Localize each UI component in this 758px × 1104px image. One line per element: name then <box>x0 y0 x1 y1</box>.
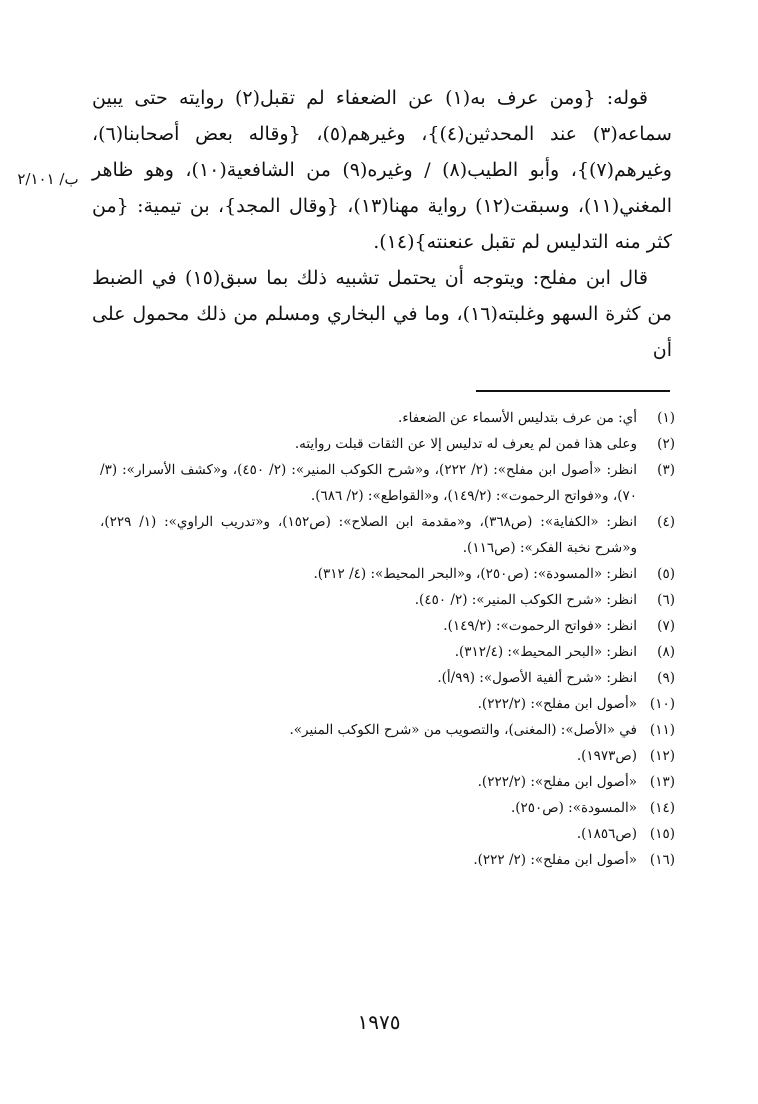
footnote-number: (١٣) <box>649 774 675 790</box>
footnote <box>100 431 675 457</box>
footnote-number: (١٢) <box>649 748 675 764</box>
footnote-number: (١٦) <box>649 852 675 868</box>
footnote-number: (٧) <box>657 618 675 634</box>
footnote <box>100 665 675 691</box>
footnote <box>100 691 675 717</box>
manuscript-folio-marker: ب/ ٢/١٠١ <box>17 170 79 188</box>
footnote-number: (١٥) <box>649 826 675 842</box>
footnote-text: انظر: «أصول ابن مفلح»: (٢/ ٢٢٢)، و«شرح الكوكب المنير»: (٢/ ٤٥٠)، و«كشف الأسرار»: (٣/ ٧٠)، و«فواتح الرحموت»: (١٤٩/٢)، و«القواطع»: (٢/ ٦٨٦). <box>100 462 638 504</box>
footnote-text: انظر: «شرح الكوكب المنير»: (٢/ ٤٥٠). <box>414 592 637 608</box>
footnote <box>100 405 675 431</box>
footnote-separator <box>476 390 670 392</box>
footnote <box>100 795 675 821</box>
footnote <box>100 821 675 847</box>
footnote-text: «أصول ابن مفلح»: (٢٢٢/٢). <box>477 774 637 790</box>
footnote-text: انظر: «شرح ألفية الأصول»: (٩٩/أ). <box>437 670 637 686</box>
footnote <box>100 587 675 613</box>
footnote-number: (٤) <box>657 514 675 530</box>
footnote-number: (٩) <box>657 670 675 686</box>
footnotes-list <box>100 405 675 873</box>
footnote-text: في «الأصل»: (المغنى)، والتصويب من «شرح الكوكب المنير». <box>289 722 637 738</box>
footnote-text: (ص١٨٥٦). <box>576 826 637 842</box>
footnote-number: (١١) <box>649 722 675 738</box>
footnote-text: وعلى هذا فمن لم يعرف له تدليس إلا عن الثقات قبلت روايته. <box>294 436 637 452</box>
footnote-text: انظر: «الكفاية»: (ص٣٦٨)، و«مقدمة ابن الصلاح»: (ص١٥٢)، و«تدريب الراوي»: (١/ ٢٢٩)، و«شرح نخبة الفكر»: (ص١١٦). <box>100 514 637 556</box>
footnote-number: (٦) <box>657 592 675 608</box>
footnote-text: انظر: «البحر المحيط»: (٣١٢/٤). <box>454 644 637 660</box>
footnote <box>100 561 675 587</box>
footnote-text: انظر: «المسودة»: (ص٢٥٠)، و«البحر المحيط»: (٤/ ٣١٢). <box>313 566 637 582</box>
page-number: ١٩٧٥ <box>357 1010 401 1034</box>
footnote <box>100 509 675 561</box>
main-paragraph-2: قال ابن مفلح: ويتوجه أن يحتمل تشبيه ذلك بما سبق(١٥) في الضبط من كثرة السهو وغلبته(١٦)، وما في البخاري ومسلم من ذلك محمول على أن <box>92 267 672 361</box>
footnote <box>100 847 675 873</box>
footnote-number: (١٤) <box>649 800 675 816</box>
main-text <box>92 80 672 368</box>
footnote-number: (٣) <box>657 462 675 478</box>
footnote <box>100 743 675 769</box>
footnote-number: (١٠) <box>649 696 675 712</box>
footnote <box>100 717 675 743</box>
footnote-number: (٨) <box>657 644 675 660</box>
main-paragraph-1: قوله: {ومن عرف به(١) عن الضعفاء لم تقبل(٢) روايته حتى يبين سماعه(٣) عند المحدثين(٤)}، وغيرهم(٥)، {وقاله بعض أصحابنا(٦)، وغيرهم(٧)}، وأبو الطيب(٨) / وغيره(٩) من الشافعية(١٠)، وهو ظاهر المغني(١١)، وسبقت(١٢) رواية مهنا(١٣)، {وقال المجد}، بن تيمية: {من كثر منه التدليس لم تقبل عنعنته}(١٤). <box>92 87 673 253</box>
footnote-text: (ص١٩٧٣). <box>576 748 637 764</box>
footnote <box>100 769 675 795</box>
footnote <box>100 457 675 509</box>
footnote-text: أي: من عرف بتدليس الأسماء عن الضعفاء. <box>398 410 637 426</box>
footnote <box>100 613 675 639</box>
footnote-text: «المسودة»: (ص٢٥٠). <box>510 800 637 816</box>
footnote-text: انظر: «فواتح الرحموت»: (١٤٩/٢). <box>443 618 637 634</box>
footnote-number: (٥) <box>657 566 675 582</box>
footnote-text: «أصول ابن مفلح»: (٢٢٢/٢). <box>477 696 637 712</box>
footnote-number: (٢) <box>657 436 675 452</box>
footnote-number: (١) <box>657 410 675 426</box>
footnote-text: «أصول ابن مفلح»: (٢/ ٢٢٢). <box>473 852 637 868</box>
footnote <box>100 639 675 665</box>
